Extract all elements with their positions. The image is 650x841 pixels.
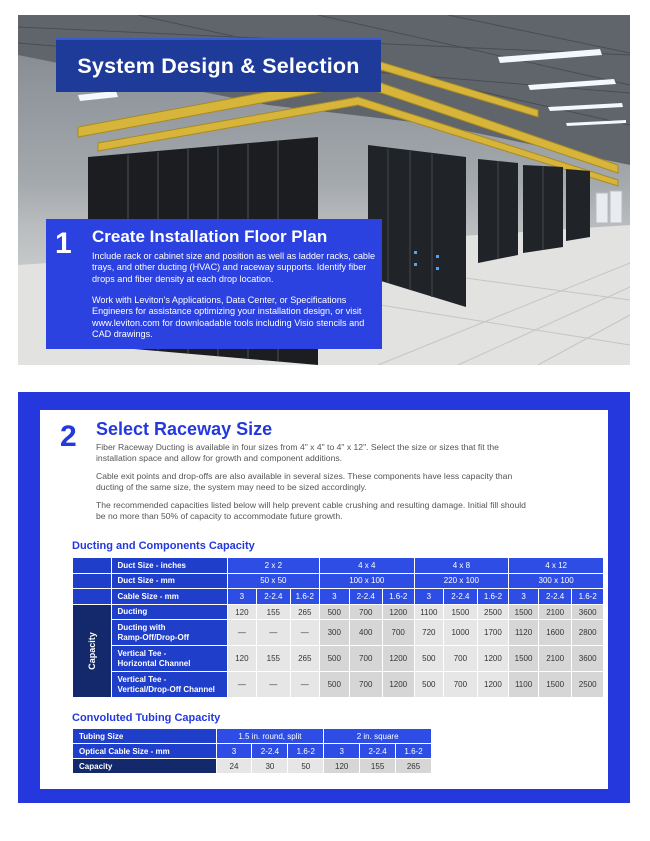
table-cell: 700 [444,646,478,672]
table-cell: 2800 [572,620,604,646]
table-header: 2 x 2 [227,558,319,574]
table-row [73,646,604,672]
table-cell: 2500 [477,604,509,620]
step2-section [18,392,630,803]
table-row [73,558,604,574]
table-cell: 1.6-2 [288,744,324,759]
table-header: Duct Size - inches [111,558,227,574]
table-header: 1.5 in. round, split [216,729,324,744]
table-cell: 700 [382,620,414,646]
tubing-table-heading: Convoluted Tubing Capacity [72,712,221,724]
ducting-table-heading: Ducting and Components Capacity [72,540,255,552]
table-cell: 1000 [444,620,478,646]
row-label-line-1: Vertical Tee - [117,648,167,658]
table-cell: 3 [414,589,444,605]
step2-number: 2 [60,420,77,453]
table-header: Optical Cable Size - mm [73,744,217,759]
table-cell: 1.6-2 [396,744,432,759]
hero-title-banner [56,38,381,92]
table-cell: 1700 [477,620,509,646]
row-label-line-2: Vertical/Drop-Off Channel [117,684,215,694]
table-cell: 1200 [477,672,509,698]
table-header: Duct Size - mm [111,573,227,589]
table-cell: 2-2.4 [538,589,572,605]
table-cell: 700 [349,672,382,698]
table-cell: 3 [320,589,350,605]
table-cell: 1500 [444,604,478,620]
table-row [73,759,432,774]
table-cell: 500 [320,646,350,672]
table-cell: 500 [320,604,350,620]
table-cell: 3600 [572,604,604,620]
step2-panel [40,410,608,789]
table-header: 4 x 12 [509,558,604,574]
table-cell: 1600 [538,620,572,646]
table-cell: 120 [324,759,360,774]
table-cell: 265 [290,646,320,672]
step2-paragraph-1: Fiber Raceway Ducting is available in four sizes from 4" x 4" to 4" x 12". Select the size or sizes that fit the installation space and allow for growth and component additions. [96,442,499,463]
table-cell: 1500 [509,646,539,672]
capacity-label: Capacity [86,632,97,670]
table-cell: 3 [227,589,257,605]
capacity-side-label [73,604,112,698]
row-label: Capacity [73,759,217,774]
table-row [73,589,604,605]
table-cell: 30 [252,759,288,774]
table-cell: — [290,672,320,698]
table-header: 2 in. square [324,729,432,744]
step1-title: Create Installation Floor Plan [92,227,328,246]
table-cell: 1200 [382,604,414,620]
table-cell: 400 [349,620,382,646]
step1-number: 1 [55,227,72,260]
table-header-spacer [73,573,112,589]
table-cell: 2-2.4 [349,589,382,605]
row-label: Ducting [111,604,227,620]
hero-photo [18,15,630,365]
table-header: 4 x 8 [414,558,509,574]
ducting-capacity-table [72,557,604,698]
table-cell: 120 [227,646,257,672]
table-row [73,620,604,646]
table-cell: — [257,672,290,698]
table-cell: 3600 [572,646,604,672]
table-cell: 2500 [572,672,604,698]
table-cell: 700 [349,646,382,672]
table-cell: 2-2.4 [444,589,478,605]
table-cell: 700 [349,604,382,620]
table-cell: 500 [414,646,444,672]
tubing-capacity-table [72,728,432,774]
step2-paragraph-3: The recommended capacities listed below will help prevent cable crushing and resulting damage. Initial fill should be no more than 50% of capacity to accommodate future growth. [96,500,526,521]
table-cell: 1200 [382,646,414,672]
table-header-spacer [73,589,112,605]
row-label [111,646,227,672]
row-label [111,672,227,698]
table-cell: 700 [444,672,478,698]
step1-paragraph-2: Work with Leviton's Applications, Data Center, or Specifications Engineers for assistance optimizing your installation design, or visit www.leviton.com for downloadable tools including Visio stencils and CAD drawings. [92,295,365,340]
row-label-line-2: Horizontal Channel [117,658,191,668]
table-cell: — [227,672,257,698]
table-cell: 155 [360,759,396,774]
table-cell: 1.6-2 [382,589,414,605]
table-header: 50 x 50 [227,573,319,589]
table-cell: 1.6-2 [572,589,604,605]
table-cell: 24 [216,759,252,774]
row-label-line-2: Ramp-Off/Drop-Off [117,632,190,642]
table-cell: 2-2.4 [252,744,288,759]
table-cell: 1200 [477,646,509,672]
row-label-line-1: Ducting with [117,622,166,632]
step1-callout [46,219,382,349]
table-cell: 720 [414,620,444,646]
table-header: Cable Size - mm [111,589,227,605]
table-cell: 1.6-2 [477,589,509,605]
table-header-spacer [73,558,112,574]
step2-title: Select Raceway Size [96,419,273,439]
table-cell: 265 [396,759,432,774]
table-cell: 3 [509,589,539,605]
table-cell: 500 [320,672,350,698]
table-cell: 500 [414,672,444,698]
table-cell: 1200 [382,672,414,698]
table-cell: 265 [290,604,320,620]
table-cell: 3 [324,744,360,759]
table-cell: 1500 [538,672,572,698]
table-cell: 2-2.4 [360,744,396,759]
table-row [73,573,604,589]
table-cell: 1100 [414,604,444,620]
table-cell: — [257,620,290,646]
table-cell: 1100 [509,672,539,698]
table-header: 300 x 100 [509,573,604,589]
table-cell: 2-2.4 [257,589,290,605]
table-cell: 3 [216,744,252,759]
table-cell: 120 [227,604,257,620]
table-cell: 1120 [509,620,539,646]
step1-paragraph-1: Include rack or cabinet size and position as well as ladder racks, cable trays, and other ducting (HVAC) and raceway supports. Identify fiber drops and fiber density at each drop location. [92,251,376,284]
table-row [73,672,604,698]
table-row [73,729,432,744]
row-label-line-1: Vertical Tee - [117,674,167,684]
table-row [73,604,604,620]
table-cell: 2100 [538,604,572,620]
step2-paragraph-2: Cable exit points and drop-offs are also available in several sizes. These components have less capacity than ducting of the same size, the system may need to be sized accordingly. [96,471,513,492]
table-cell: — [227,620,257,646]
table-header: 220 x 100 [414,573,509,589]
page-title: System Design & Selection [77,53,360,78]
table-header: 4 x 4 [320,558,414,574]
table-cell: — [290,620,320,646]
table-header: 100 x 100 [320,573,414,589]
table-header: Tubing Size [73,729,217,744]
table-cell: 50 [288,759,324,774]
table-cell: 300 [320,620,350,646]
table-row [73,744,432,759]
table-cell: 1.6-2 [290,589,320,605]
row-label [111,620,227,646]
table-cell: 155 [257,604,290,620]
table-cell: 155 [257,646,290,672]
table-cell: 2100 [538,646,572,672]
table-cell: 1500 [509,604,539,620]
